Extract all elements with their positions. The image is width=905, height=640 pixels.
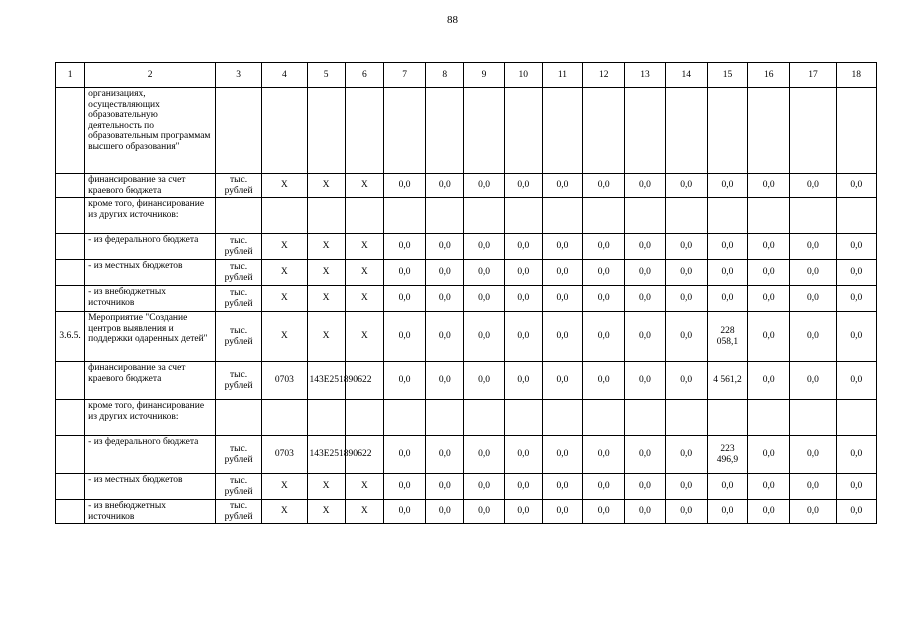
table-cell: X [262, 500, 307, 524]
table-cell: 0,0 [748, 500, 790, 524]
table-cell [56, 286, 85, 312]
table-cell: 0,0 [625, 286, 665, 312]
table-cell: 0,0 [836, 234, 876, 260]
row-label-cell: организациях, осуществляющих образовательную деятельность по образовательным программам высшего образования" [85, 88, 216, 174]
table-cell: 0,0 [583, 286, 625, 312]
table-header [56, 63, 877, 88]
table-cell: тыс. рублей [215, 474, 261, 500]
table-body [56, 88, 877, 524]
table-cell: 143E251890 [307, 436, 345, 474]
row-label-cell: - из местных бюджетов [85, 260, 216, 286]
table-cell: 0,0 [836, 474, 876, 500]
table-cell: 0,0 [383, 174, 425, 198]
table-cell: тыс. рублей [215, 362, 261, 400]
table-cell: 0,0 [504, 234, 542, 260]
table-cell [504, 400, 542, 436]
table-cell: 0,0 [665, 174, 707, 198]
table-cell: 0,0 [748, 174, 790, 198]
table-cell [583, 88, 625, 174]
table-cell [56, 260, 85, 286]
table-cell: 0,0 [790, 260, 836, 286]
table-cell: X [262, 474, 307, 500]
table-cell: 0,0 [707, 260, 747, 286]
table-cell: 0,0 [542, 500, 582, 524]
table-cell: 0,0 [625, 312, 665, 362]
table-cell: 0,0 [836, 436, 876, 474]
column-header: 5 [307, 63, 345, 88]
table-cell: X [345, 174, 383, 198]
table-cell [56, 198, 85, 234]
table-cell: 0,0 [542, 474, 582, 500]
table-cell: 0,0 [836, 174, 876, 198]
table-cell: 0,0 [504, 474, 542, 500]
table-cell: 0,0 [583, 500, 625, 524]
table-cell: X [345, 474, 383, 500]
table-cell: X [307, 174, 345, 198]
table-cell: 0,0 [836, 260, 876, 286]
table-cell [426, 198, 464, 234]
table-row [56, 234, 877, 260]
table-cell: 0,0 [464, 174, 504, 198]
row-label-cell: - из федерального бюджета [85, 234, 216, 260]
column-header: 15 [707, 63, 747, 88]
table-cell: X [307, 260, 345, 286]
table-cell [542, 88, 582, 174]
table-cell [307, 198, 345, 234]
table-cell [504, 88, 542, 174]
table-cell: 0,0 [426, 260, 464, 286]
table-cell [464, 88, 504, 174]
table-cell [625, 198, 665, 234]
table-cell: 0,0 [464, 362, 504, 400]
table-cell: 0,0 [790, 436, 836, 474]
table-cell: 0,0 [625, 260, 665, 286]
table-cell: X [262, 312, 307, 362]
table-cell: 0,0 [625, 436, 665, 474]
table-cell: 0,0 [464, 312, 504, 362]
row-label-cell: кроме того, финансирование из других источников: [85, 198, 216, 234]
table-cell: тыс. рублей [215, 500, 261, 524]
table-cell [707, 88, 747, 174]
table-cell: 0,0 [383, 260, 425, 286]
table-cell: 0,0 [790, 362, 836, 400]
table-cell [836, 198, 876, 234]
table-cell: 0,0 [504, 312, 542, 362]
table-cell: 0,0 [504, 500, 542, 524]
table-cell [748, 88, 790, 174]
table-cell: тыс. рублей [215, 260, 261, 286]
table-cell: 0,0 [383, 312, 425, 362]
table-cell [836, 400, 876, 436]
table-cell: 0,0 [383, 500, 425, 524]
table-cell: 0,0 [542, 174, 582, 198]
table-cell: 0,0 [583, 436, 625, 474]
row-label-cell: - из федерального бюджета [85, 436, 216, 474]
table-cell: 0,0 [707, 474, 747, 500]
table-cell: 143E251890 [307, 362, 345, 400]
row-label-cell: финансирование за счет краевого бюджета [85, 362, 216, 400]
table-cell: 0,0 [426, 234, 464, 260]
table-cell [583, 198, 625, 234]
column-header: 18 [836, 63, 876, 88]
table-cell: X [345, 500, 383, 524]
table-cell: 0,0 [748, 286, 790, 312]
column-header: 11 [542, 63, 582, 88]
table-cell [665, 400, 707, 436]
row-label-cell: - из местных бюджетов [85, 474, 216, 500]
table-cell: 0,0 [748, 474, 790, 500]
table-row [56, 474, 877, 500]
table-cell: 0,0 [665, 286, 707, 312]
table-cell: 0,0 [836, 286, 876, 312]
table-cell [748, 400, 790, 436]
table-cell [307, 400, 345, 436]
table-cell [215, 88, 261, 174]
table-cell: X [262, 286, 307, 312]
table-cell [748, 198, 790, 234]
table-cell: X [345, 234, 383, 260]
table-cell: 0,0 [464, 234, 504, 260]
table-cell [345, 198, 383, 234]
table-cell: X [262, 260, 307, 286]
table-cell: 0,0 [583, 260, 625, 286]
table-cell [383, 88, 425, 174]
table-cell [345, 88, 383, 174]
column-header: 9 [464, 63, 504, 88]
column-header: 14 [665, 63, 707, 88]
table-cell: 228 058,1 [707, 312, 747, 362]
table-cell: 0,0 [748, 312, 790, 362]
table-cell [307, 88, 345, 174]
table-cell: X [307, 234, 345, 260]
table-cell [426, 88, 464, 174]
table-cell: 0,0 [464, 436, 504, 474]
table-cell [56, 500, 85, 524]
table-row [56, 260, 877, 286]
column-header: 8 [426, 63, 464, 88]
table-cell: 0,0 [504, 174, 542, 198]
table-cell: X [262, 174, 307, 198]
table-cell: 223 496,9 [707, 436, 747, 474]
table-cell [426, 400, 464, 436]
table-cell: 0,0 [426, 362, 464, 400]
table-cell: 0,0 [426, 286, 464, 312]
column-header: 3 [215, 63, 261, 88]
table-cell: 0703 [262, 362, 307, 400]
table-cell [790, 198, 836, 234]
column-header: 4 [262, 63, 307, 88]
table-cell: тыс. рублей [215, 174, 261, 198]
table-cell: 0,0 [748, 436, 790, 474]
table-cell [542, 198, 582, 234]
table-cell [56, 436, 85, 474]
table-cell: 0,0 [464, 500, 504, 524]
table-cell: 0,0 [665, 260, 707, 286]
table-cell: 0,0 [790, 500, 836, 524]
table-cell [665, 88, 707, 174]
page-number: 88 [447, 14, 458, 26]
table-cell: 0,0 [383, 362, 425, 400]
table-cell: 0,0 [504, 286, 542, 312]
table-cell [583, 400, 625, 436]
row-label-cell: - из внебюджетных источников [85, 286, 216, 312]
table-cell: 0,0 [836, 312, 876, 362]
table-cell [707, 400, 747, 436]
table-cell: 0,0 [426, 312, 464, 362]
column-header: 16 [748, 63, 790, 88]
column-header: 6 [345, 63, 383, 88]
column-header: 13 [625, 63, 665, 88]
table-cell: 0703 [262, 436, 307, 474]
table-cell: 0,0 [707, 174, 747, 198]
table-cell [707, 198, 747, 234]
table-cell [790, 400, 836, 436]
table-cell [504, 198, 542, 234]
table-cell: 0,0 [625, 474, 665, 500]
column-header: 1 [56, 63, 85, 88]
table-cell: X [345, 312, 383, 362]
table-cell: 622 [345, 362, 383, 400]
table-cell: 0,0 [583, 474, 625, 500]
table-cell: 0,0 [790, 474, 836, 500]
table-row [56, 88, 877, 174]
table-cell [665, 198, 707, 234]
table-cell [56, 234, 85, 260]
table-cell: 0,0 [707, 500, 747, 524]
table-cell [56, 474, 85, 500]
table-cell: 0,0 [665, 362, 707, 400]
table-cell: 0,0 [665, 312, 707, 362]
table-cell: 622 [345, 436, 383, 474]
table-row [56, 286, 877, 312]
table-row [56, 174, 877, 198]
table-cell [262, 198, 307, 234]
table-cell [56, 362, 85, 400]
table-row [56, 400, 877, 436]
table-cell: 0,0 [707, 234, 747, 260]
table-cell [262, 88, 307, 174]
table-cell: X [307, 286, 345, 312]
table-cell: 0,0 [625, 362, 665, 400]
table-cell [215, 198, 261, 234]
table-cell: 0,0 [383, 234, 425, 260]
table-cell [790, 88, 836, 174]
table-cell: 0,0 [665, 474, 707, 500]
table-cell: X [262, 234, 307, 260]
table-cell: 0,0 [464, 260, 504, 286]
table-cell: 0,0 [542, 260, 582, 286]
table-cell [836, 88, 876, 174]
table-cell: 0,0 [790, 312, 836, 362]
table-cell: 0,0 [836, 500, 876, 524]
column-header: 12 [583, 63, 625, 88]
table-cell: 0,0 [748, 362, 790, 400]
table-row [56, 500, 877, 524]
table-cell [215, 400, 261, 436]
table-cell [625, 400, 665, 436]
table-cell: тыс. рублей [215, 234, 261, 260]
table-cell: 0,0 [383, 474, 425, 500]
table-cell: 0,0 [665, 500, 707, 524]
table-cell [56, 174, 85, 198]
table-cell: X [345, 260, 383, 286]
column-header: 10 [504, 63, 542, 88]
table-cell [345, 400, 383, 436]
table-cell: тыс. рублей [215, 436, 261, 474]
table-cell: 0,0 [625, 500, 665, 524]
table-cell: 0,0 [504, 362, 542, 400]
table-cell: тыс. рублей [215, 312, 261, 362]
table-cell [56, 400, 85, 436]
table-cell: 0,0 [665, 436, 707, 474]
table-cell: 0,0 [665, 234, 707, 260]
row-label-cell: кроме того, финансирование из других источников: [85, 400, 216, 436]
table-cell [542, 400, 582, 436]
budget-table [55, 62, 877, 524]
table-cell: X [307, 312, 345, 362]
column-header: 17 [790, 63, 836, 88]
table-cell [625, 88, 665, 174]
table-cell: 0,0 [426, 500, 464, 524]
table-row [56, 198, 877, 234]
table-cell: 0,0 [748, 260, 790, 286]
table-cell [383, 400, 425, 436]
row-label-cell: - из внебюджетных источников [85, 500, 216, 524]
table-cell: 0,0 [426, 174, 464, 198]
table-cell: 0,0 [836, 362, 876, 400]
table-cell: 0,0 [583, 312, 625, 362]
table-cell: 0,0 [383, 436, 425, 474]
column-header: 7 [383, 63, 425, 88]
table-cell: X [345, 286, 383, 312]
table-cell [262, 400, 307, 436]
column-header: 2 [85, 63, 216, 88]
table-cell: 0,0 [625, 174, 665, 198]
table-cell: 0,0 [464, 286, 504, 312]
table-cell: 0,0 [707, 286, 747, 312]
table-cell: 0,0 [464, 474, 504, 500]
table-cell: 0,0 [504, 436, 542, 474]
table-cell: 0,0 [542, 234, 582, 260]
table-cell: 0,0 [542, 362, 582, 400]
table-cell: 0,0 [426, 474, 464, 500]
table-cell: 0,0 [583, 174, 625, 198]
table-cell: 0,0 [625, 234, 665, 260]
table-cell: 0,0 [790, 174, 836, 198]
row-label-cell: финансирование за счет краевого бюджета [85, 174, 216, 198]
table-cell: 0,0 [748, 234, 790, 260]
table-cell: 0,0 [542, 436, 582, 474]
table-cell [464, 198, 504, 234]
table-cell: 0,0 [426, 436, 464, 474]
table-cell: 0,0 [583, 362, 625, 400]
table-cell [464, 400, 504, 436]
table-cell: тыс. рублей [215, 286, 261, 312]
table-cell: 0,0 [504, 260, 542, 286]
table-cell [383, 198, 425, 234]
table-cell: 0,0 [790, 286, 836, 312]
table-row [56, 362, 877, 400]
table-row [56, 436, 877, 474]
table-cell: X [307, 474, 345, 500]
table-cell: 4 561,2 [707, 362, 747, 400]
table-row [56, 312, 877, 362]
table-cell: 3.6.5. [56, 312, 85, 362]
table-cell: 0,0 [790, 234, 836, 260]
table-cell: 0,0 [383, 286, 425, 312]
table-cell: X [307, 500, 345, 524]
table-cell [56, 88, 85, 174]
table-cell: 0,0 [542, 312, 582, 362]
row-label-cell: Мероприятие "Создание центров выявления и поддержки одаренных детей" [85, 312, 216, 362]
table-cell: 0,0 [542, 286, 582, 312]
table-cell: 0,0 [583, 234, 625, 260]
